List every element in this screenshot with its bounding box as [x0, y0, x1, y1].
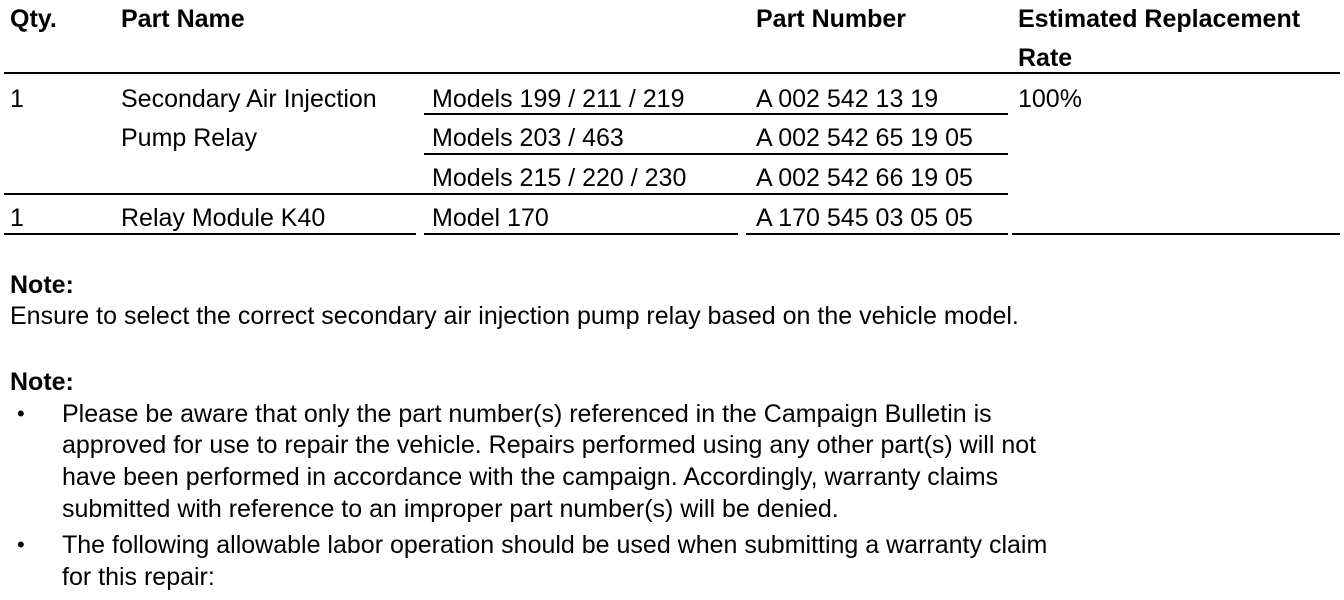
bullet-icon: • [17, 401, 25, 426]
header-rate-line2: Rate [1018, 44, 1073, 72]
row2-part-number: A 170 545 03 05 05 [756, 204, 973, 232]
row1-variant-rule-1 [424, 113, 1008, 115]
row2-models: Model 170 [432, 204, 549, 232]
note2-bullet1-line3: have been performed in accordance with the campaign. Accordingly, warranty claims [62, 463, 999, 491]
row1-part-number-2: A 002 542 65 19 05 [756, 124, 973, 152]
row2-qty: 1 [10, 204, 24, 232]
header-qty: Qty. [10, 5, 57, 33]
note2-bullet1-line2: approved for use to repair the vehicle. Repairs performed using any other part(s) will not [62, 431, 1037, 459]
row1-variant-rule-2 [424, 153, 1008, 155]
header-rule [4, 72, 1340, 74]
row1-part-number-3: A 002 542 66 19 05 [756, 164, 973, 192]
row1-part-number-1: A 002 542 13 19 [756, 85, 939, 113]
row1-rate: 100% [1018, 85, 1082, 113]
note2-title: Note: [10, 368, 74, 396]
table-bottom-rule-2 [424, 233, 738, 235]
note2-bullet1-line1: Please be aware that only the part number(s) referenced in the Campaign Bulletin is [62, 400, 992, 428]
table-bottom-rule-3 [746, 233, 1008, 235]
note1-text: Ensure to select the correct secondary air injection pump relay based on the vehicle model. [10, 302, 1019, 330]
header-rate-line1: Estimated Replacement [1018, 5, 1301, 33]
table-bottom-rule-4 [1012, 233, 1340, 235]
row1-models-2: Models 203 / 463 [432, 124, 624, 152]
row1-qty: 1 [10, 85, 24, 113]
header-part-name: Part Name [121, 5, 245, 33]
bullet-icon: • [17, 532, 25, 557]
table-bottom-rule-1 [4, 233, 416, 235]
row1-part-name-line1: Secondary Air Injection [121, 85, 377, 113]
row1-models-3: Models 215 / 220 / 230 [432, 164, 687, 192]
row-separator [4, 193, 1008, 195]
row1-part-name-line2: Pump Relay [121, 124, 258, 152]
header-part-number: Part Number [756, 5, 907, 33]
note2-bullet2-line1: The following allowable labor operation should be used when submitting a warranty claim [62, 531, 1048, 559]
row1-models-1: Models 199 / 211 / 219 [432, 85, 685, 113]
row2-part-name: Relay Module K40 [121, 204, 326, 232]
note2-bullet1-line4: submitted with reference to an improper part number(s) will be denied. [62, 495, 839, 523]
note1-title: Note: [10, 271, 74, 299]
note2-bullet2-line2: for this repair: [62, 563, 215, 591]
